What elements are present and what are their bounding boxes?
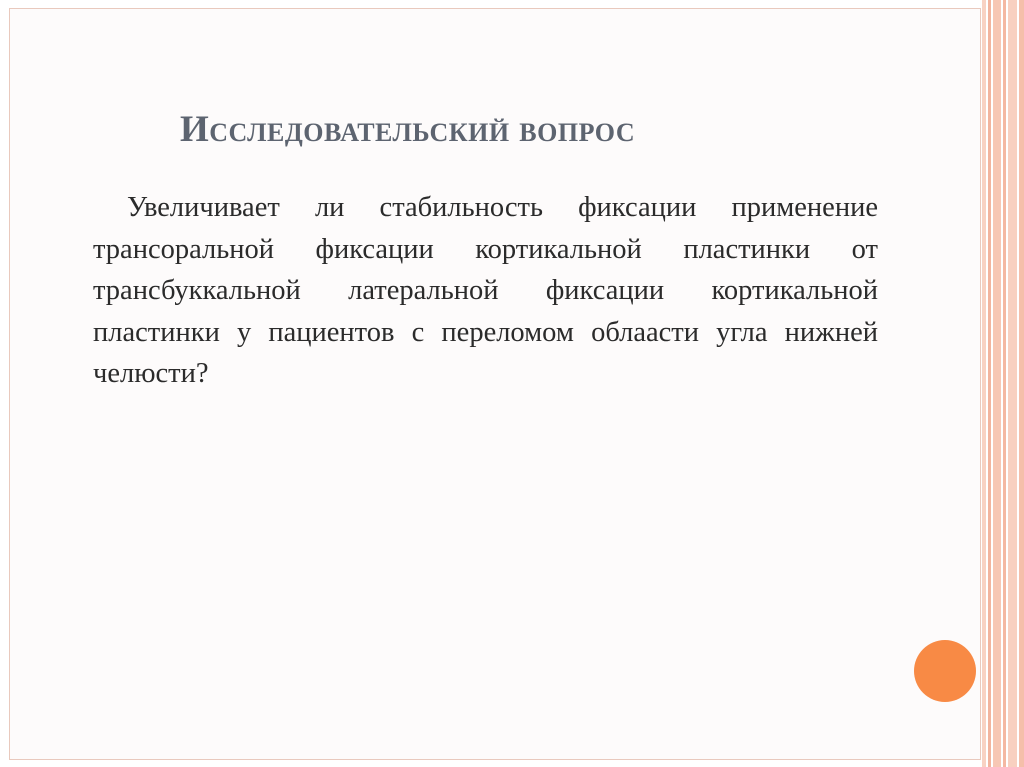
decorative-stripe (993, 0, 1001, 767)
research-question-text: Увеличивает ли стабильность фиксации применение трансоральной фиксации кортикальной пластинки от трансбуккальной латеральной фиксации кортикальной пластинки у пациентов с переломом облаасти угла нижней челюсти? (93, 192, 878, 389)
slide-title: Исследовательский вопрос (180, 109, 636, 150)
decorative-stripe (982, 0, 986, 767)
decorative-stripe (1008, 0, 1017, 767)
decorative-stripe (1019, 0, 1024, 767)
decorative-circle-icon (914, 640, 976, 702)
decorative-stripe (1003, 0, 1006, 767)
decorative-stripe (988, 0, 991, 767)
